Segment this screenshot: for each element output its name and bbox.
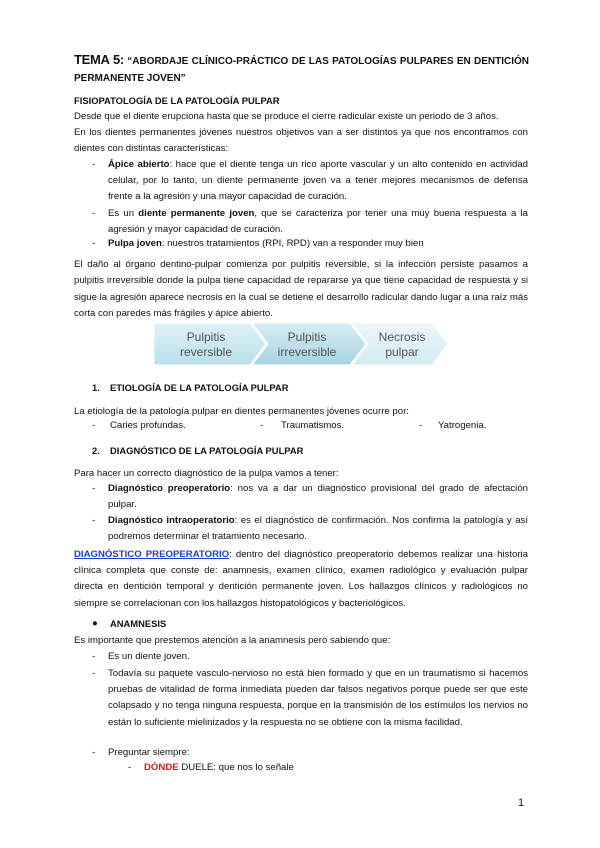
cause-item: Caries profundas. [110, 420, 186, 431]
list-item: - Diagnóstico preoperatorio: nos va a dar un diagnóstico provisional del grado de afectación pulpar. [92, 483, 528, 511]
section-number-2: 2. [92, 445, 100, 456]
cause-item: Traumatismos. [281, 420, 345, 431]
section-heading-fisiopatologia: FISIOPATOLOGÍA DE LA PATOLOGÍA PULPAR [74, 95, 280, 106]
paragraph-intro-2: En los dientes permanentes jóvenes nuestros objetivos van a ser distintos ya que nos encontramos con dientes con distintas características: [74, 127, 528, 155]
step-2-line-1: Pulpitis [287, 330, 327, 344]
list-item: - Es un diente joven. [92, 651, 190, 662]
list-item: - Ápice abierto: hace que el diente tenga un rico aporte vascular y un alto contenido en actividad celular, por lo tanto, un diente permanente joven va a tener mejores mecanismos de defensa frente a la agresión y una mayor capacidad de curación. [92, 159, 528, 203]
step-1-line-2: reversible [179, 345, 233, 359]
list-item: - Pulpa joven: nuestros tratamientos (RPI, RPD) van a responder muy bien [92, 238, 424, 249]
title-tema: TEMA 5: [74, 52, 124, 67]
step-2-line-2: irreversible [277, 345, 337, 359]
list-item: - Todavía su paquete vasculo-nervioso no está bien formado y que en un traumatismo si hacemos pruebas de vitalidad de forma inmediata pueden dar falsos negativos porque puede ser que este colapsado y no tenga ninguna respuesta, porque en la transmisión de los estímulos los nervios no están lo suficiente mielinizados y la respuesta no se obtiene con la misma facilidad. [92, 668, 528, 728]
paragraph-anamnesis: Es importante que prestemos atención a la anamnesis pero sabiendo que: [74, 635, 391, 646]
list-item: - Diagnóstico intraoperatorio: es el diagnóstico de confirmación. Nos confirma la patología y así podremos determinar el tratamiento necesario. [92, 515, 529, 543]
list-item: - Es un diente permanente joven, que se caracteriza por tener una muy buena respuesta a la agresión y mayor capacidad de curación. [92, 208, 528, 236]
section-heading-etiologia: ETIOLOGÍA DE LA PATOLOGÍA PULPAR [110, 382, 289, 393]
section-heading-anamnesis: ANAMNESIS [110, 618, 167, 629]
progression-diagram [152, 321, 450, 367]
list-item: - Preguntar siempre: [92, 747, 190, 758]
page-number: 1 [518, 797, 525, 809]
causes-list: - Caries profundas. - Traumatismos. - Yatrogenia. [92, 420, 487, 431]
paragraph-preoperatorio: DIAGNÓSTICO PREOPERATORIO: dentro del diagnóstico preoperatorio debemos realizar una historia clínica completa que conste de: anamnesis, examen clínico, examen radiológico y evaluación pulpar directa en dentición temporal y dentición permanente joven. Los hallazgos clínicos y radiológicos no siempre se correlacionan con los hallazgos histopatológicos y bacteriológicos. [74, 549, 528, 609]
title-text: “ABORDAJE CLÍNICO-PRÁCTICO DE LAS PATOLOGÍAS PULPARES EN DENTICIÓN PERMANENTE JOVEN” [74, 56, 530, 84]
section-number-1: 1. [92, 382, 100, 393]
bullet-icon: ● [92, 618, 98, 629]
paragraph-intro-1: Desde que el diente erupciona hasta que se produce el cierre radicular existe un periodo de 3 años. [74, 111, 499, 122]
paragraph-diagnostico: Para hacer un correcto diagnóstico de la pulpa vamos a tener: [74, 468, 339, 479]
step-3-line-2: pulpar [385, 345, 419, 359]
section-heading-diagnostico: DIAGNÓSTICO DE LA PATOLOGÍA PULPAR [110, 445, 304, 456]
step-1-line-1: Pulpitis [186, 330, 226, 344]
cause-item: Yatrogenia. [438, 420, 487, 431]
preoperatorio-link[interactable]: DIAGNÓSTICO PREOPERATORIO [74, 549, 230, 560]
document-title [74, 51, 529, 87]
step-3-line-1: Necrosis [378, 330, 426, 344]
paragraph-etiologia: La etiología de la patología pulpar en dientes permanentes jóvenes ocurre por: [74, 406, 409, 417]
sub-list-item: - DÓNDE DUELE: que nos lo señale [128, 762, 294, 773]
paragraph-progression: El daño al órgano dentino-pulpar comienza por pulpitis reversible, si la infección persiste pasamos a pulpitis irreversible donde la pulpa tiene capacidad de repararse ya que tiene capacidad de respuesta y si sigue la agresión aparece necrosis en la cual se detiene el desarrollo radicular dando lugar a una raíz más corta con paredes más frágiles y ápice abierto. [74, 259, 528, 320]
